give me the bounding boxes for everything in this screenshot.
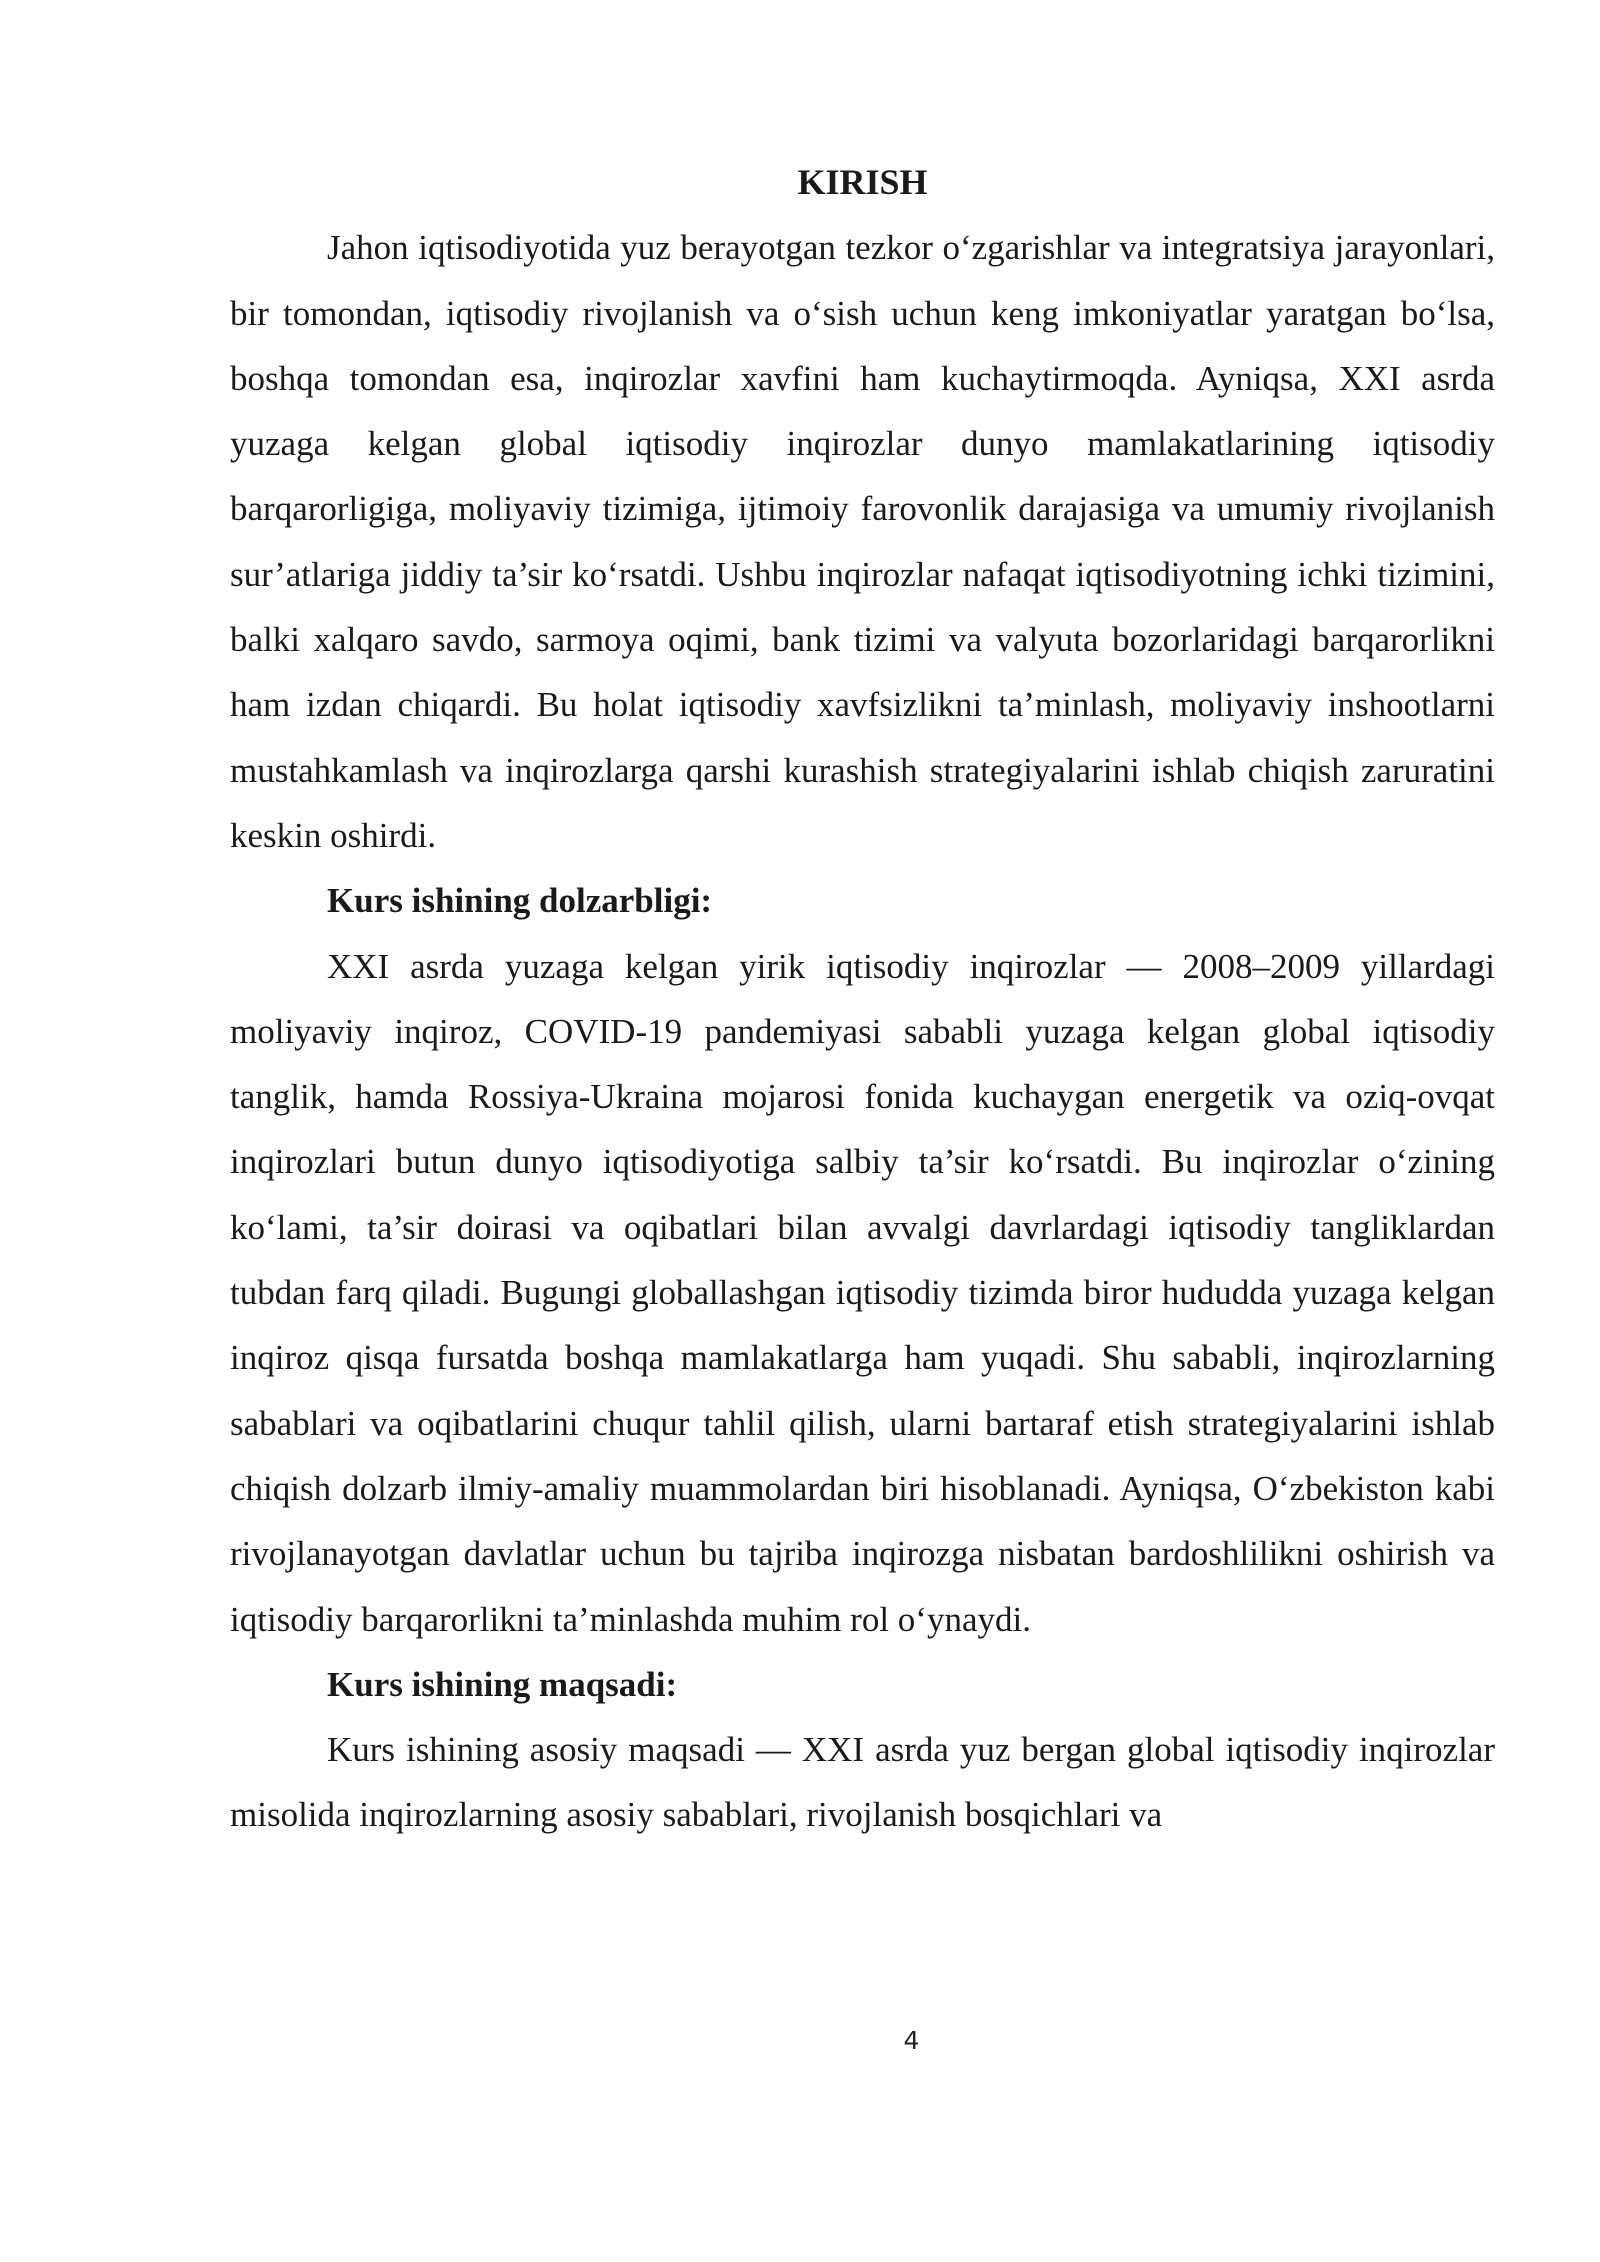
intro-paragraph: Jahon iqtisodiyotida yuz berayotgan tezkor o‘zgarishlar va integratsiya jarayonlari, bir tomondan, iqtisodiy rivojlanish va o‘sish uchun keng imkoniyatlar yaratgan bo‘lsa, boshqa tomondan esa, inqirozlar xavfini ham kuchaytirmoqda. Ayniqsa, XXI asrda yuzaga kelgan global iqtisodiy inqirozlar dunyo mamlakatlarining iqtisodiy barqarorligiga, moliyaviy tizimiga, ijtimoiy farovonlik darajasiga va umumiy rivojlanish sur’atlariga jiddiy ta’sir ko‘rsatdi. Ushbu inqirozlar nafaqat iqtisodiyotning ichki tizimini, balki xalqaro savdo, sarmoya oqimi, bank tizimi va valyuta bozorlaridagi barqarorlikni ham izdan chiqardi. Bu holat iqtisodiy xavfsizlikni ta’minlash, moliyaviy inshootlarni mustahkamlash va inqirozlarga qarshi kurashish strategiyalarini ishlab chiqish zaruratini keskin oshirdi. xyxy=(230,228,1495,855)
page-body xyxy=(230,150,1495,1848)
page-number: 4 xyxy=(903,2026,920,2055)
goal-heading: Kurs ishining maqsadi: xyxy=(327,1664,678,1704)
relevance-paragraph: XXI asrda yuzaga kelgan yirik iqtisodiy inqirozlar — 2008–2009 yillardagi moliyaviy inqiroz, COVID-19 pandemiyasi sababli yuzaga kelgan global iqtisodiy tanglik, hamda Rossiya-Ukraina mojarosi fonida kuchaygan energetik va oziq-ovqat inqirozlari butun dunyo iqtisodiyotiga salbiy ta’sir ko‘rsatdi. Bu inqirozlar o‘zining ko‘lami, ta’sir doirasi va oqibatlari bilan avvalgi davrlardagi iqtisodiy tangliklardan tubdan farq qiladi. Bugungi globallashgan iqtisodiy tizimda biror hududda yuzaga kelgan inqiroz qisqa fursatda boshqa mamlakatlarga ham yuqadi. Shu sababli, inqirozlarning sabablari va oqibatlarini chuqur tahlil qilish, ularni bartaraf etish strategiyalarini ishlab chiqish dolzarb ilmiy-amaliy muammolardan biri hisoblanadi. Ayniqsa, O‘zbekiston kabi rivojlanayotgan davlatlar uchun bu tajriba inqirozga nisbatan bardoshlilikni oshirish va iqtisodiy barqarorlikni ta’minlashda muhim rol o‘ynaydi. xyxy=(230,946,1495,1639)
relevance-heading: Kurs ishining dolzarbligi: xyxy=(327,881,713,921)
section-title: KIRISH xyxy=(797,162,928,202)
goal-paragraph: Kurs ishining asosiy maqsadi — XXI asrda yuz bergan global iqtisodiy inqirozlar misolida inqirozlarning asosiy sabablari, rivojlanish bosqichlari va xyxy=(230,1730,1495,1835)
